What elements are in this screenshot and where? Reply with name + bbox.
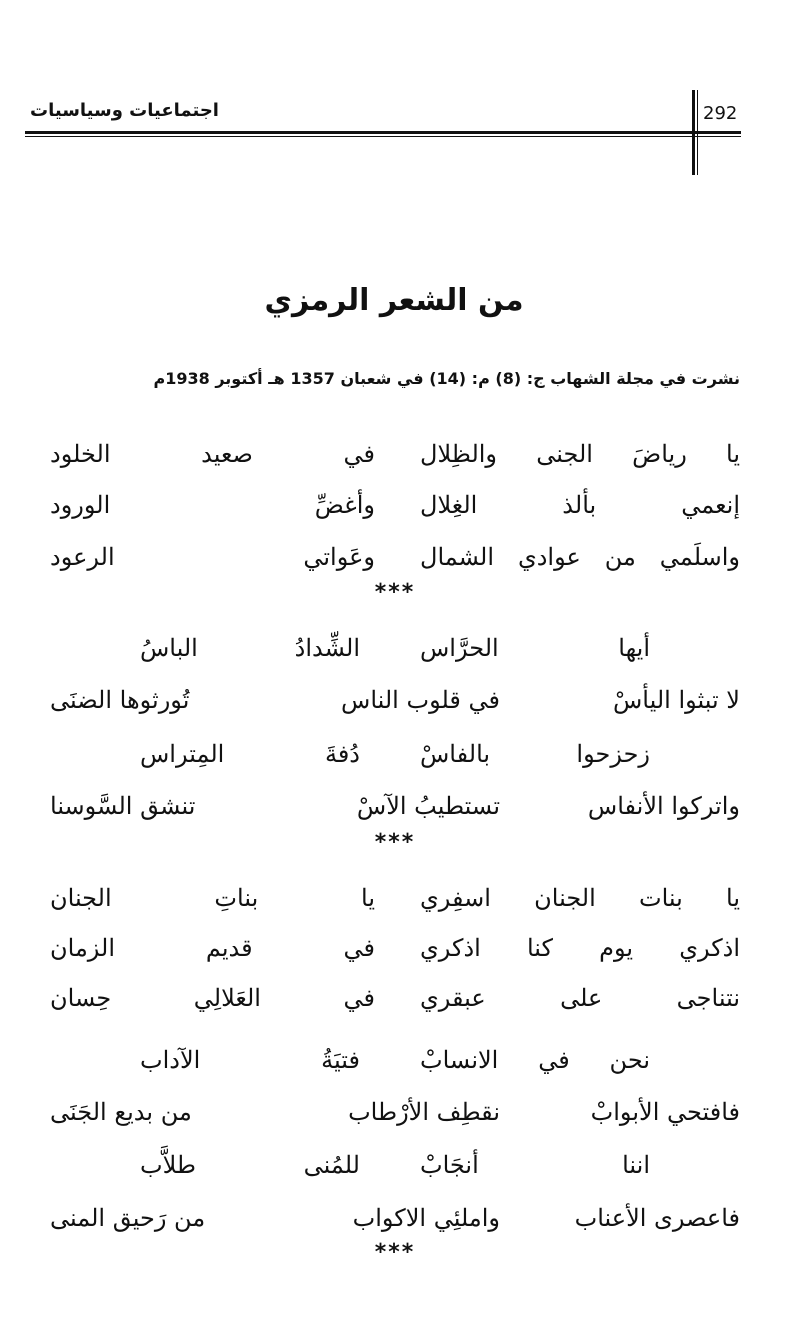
verse-segment: تنشق السَّوسنا — [50, 792, 196, 820]
verse-segment: في قلوب الناس — [341, 686, 500, 714]
verse-hemistich-left: في قديم الزمان — [50, 934, 375, 962]
verse-hemistich-left: الشِّدادُ الباسُ — [140, 634, 360, 662]
verse-segment: لا تبثوا اليأسْ — [612, 686, 740, 714]
header-rule-thin — [25, 136, 741, 137]
verse-hemistich-left: دُفةَ المِتراس — [140, 740, 360, 768]
verse-hemistich-left: وعَواتي الرعود — [50, 543, 375, 571]
verse-line — [50, 786, 740, 826]
verse-hemistich-right: اننا أنجَابْ — [420, 1151, 650, 1179]
publication-note: نشرت في مجلة الشهاب ج: (8) م: (14) في شعبان 1357 هـ أكتوبر 1938م — [153, 369, 740, 388]
verse-hemistich-right: إنعمي بألذ الغِلال — [420, 491, 740, 519]
stanza-separator: *** — [374, 580, 416, 605]
verse-segment: فافتحي الأبوابْ — [590, 1098, 740, 1126]
verse-segment: واتركوا الأنفاس — [587, 792, 740, 820]
verse-hemistich-right: نحن في الانسابْ — [420, 1046, 650, 1074]
stanza-separator: *** — [374, 830, 416, 855]
verse-line — [50, 537, 740, 577]
verse-hemistich-right: أيها الحرَّاس — [420, 634, 650, 662]
verse-line — [50, 878, 740, 918]
verse-segment: من رَحيق المنى — [50, 1204, 206, 1232]
verse-hemistich-right: نتناجى على عبقري — [420, 984, 740, 1012]
verse-line — [140, 628, 650, 668]
verse-hemistich-left: للمُنى طلاَّب — [140, 1151, 360, 1179]
verse-hemistich-right: واسلَمي من عوادي الشمال — [420, 543, 740, 571]
verse-hemistich-right: يا رياضَ الجنى والظِلال — [420, 440, 740, 468]
verse-line — [50, 680, 740, 720]
verse-segment: واملئِي الاكواب — [352, 1204, 500, 1232]
verse-line — [50, 485, 740, 525]
verse-segment: نقطِف الأرْطاب — [348, 1098, 500, 1126]
page-number: 292 — [703, 103, 738, 124]
verse-segment: من بديع الجَنَى — [50, 1098, 192, 1126]
header-rule — [25, 131, 741, 134]
verse-line — [140, 734, 650, 774]
verse-hemistich-right: يا بنات الجنان اسفِري — [420, 884, 740, 912]
verse-segment: تستطيبُ الآسْ — [356, 792, 500, 820]
verse-hemistich-right: زحزحوا بالفاسْ — [420, 740, 650, 768]
stanza-separator: *** — [374, 1240, 416, 1265]
verse-hemistich-left: وأغضِّ الورود — [50, 491, 375, 519]
verse-line — [50, 1092, 740, 1132]
verse-segment: تُورثوها الضنَى — [50, 686, 190, 714]
running-header-title: اجتماعيات وسياسيات — [30, 100, 219, 121]
verse-line — [50, 978, 740, 1018]
verse-segment: فاعصرى الأعناب — [574, 1204, 740, 1232]
poem-title: من الشعر الرمزي — [264, 283, 524, 318]
verse-hemistich-left: في صعيد الخلود — [50, 440, 375, 468]
verse-line — [50, 434, 740, 474]
verse-line — [50, 928, 740, 968]
verse-hemistich-right: اذكري يوم كنا اذكري — [420, 934, 740, 962]
verse-line — [140, 1145, 650, 1185]
verse-hemistich-left: فتيَةُ الآداب — [140, 1046, 360, 1074]
verse-hemistich-left: في العَلالِي حِسان — [50, 984, 375, 1012]
verse-line — [50, 1198, 740, 1238]
verse-line — [140, 1040, 650, 1080]
verse-hemistich-left: يا بناتِ الجنان — [50, 884, 375, 912]
